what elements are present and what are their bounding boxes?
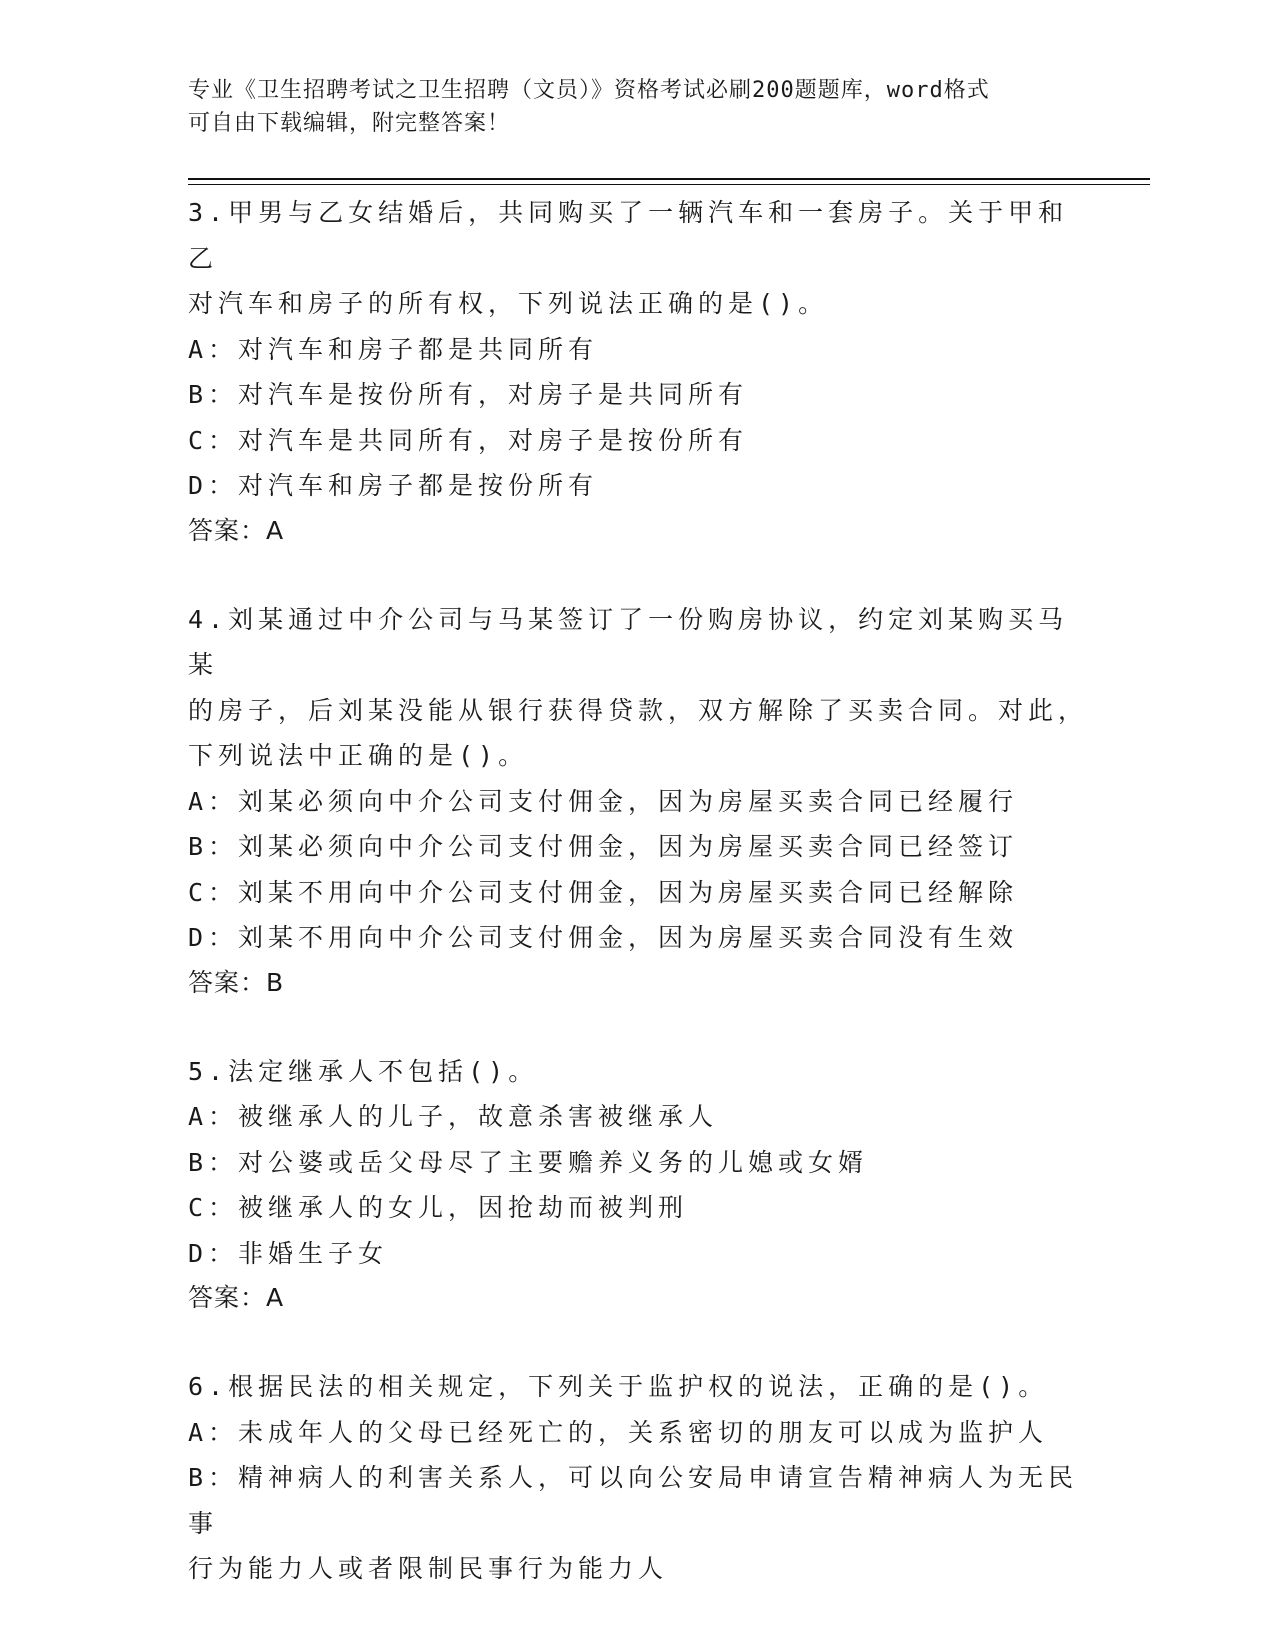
question-block: [188, 1049, 1088, 1321]
answer-text: 答案：B: [188, 967, 285, 997]
question-text: 6.根据民法的相关规定，下列关于监护权的说法，正确的是()。: [188, 1372, 1049, 1401]
option-text: A：未成年人的父母已经死亡的，关系密切的朋友可以成为监护人: [188, 1417, 1049, 1447]
header-line: 专业《卫生招聘考试之卫生招聘（文员）》资格考试必刷200题题库，word格式: [188, 78, 990, 103]
document-header: [188, 74, 1088, 140]
question-text: 对汽车和房子的所有权，下列说法正确的是()。: [188, 289, 829, 318]
option-text: 行为能力人或者限制民事行为能力人: [188, 1554, 669, 1583]
question-text: 5.法定继承人不包括()。: [188, 1056, 539, 1086]
option-text: C：刘某不用向中介公司支付佣金，因为房屋买卖合同已经解除: [188, 877, 1019, 907]
option-text: B：对公婆或岳父母尽了主要赡养义务的儿媳或女婿: [188, 1147, 869, 1177]
header-divider-thin: [188, 184, 1150, 185]
header-divider: [188, 178, 1150, 180]
option-text: C：对汽车是共同所有，对房子是按份所有: [188, 425, 749, 455]
question-block: [188, 597, 1088, 1005]
option-text: A：对汽车和房子都是共同所有: [188, 334, 599, 364]
option-text: A：刘某必须向中介公司支付佣金，因为房屋买卖合同已经履行: [188, 786, 1019, 816]
option-text: B：对汽车是按份所有，对房子是共同所有: [188, 380, 749, 409]
answer-text: 答案：A: [188, 1283, 285, 1312]
question-text: 4.刘某通过中介公司与马某签订了一份购房协议，约定刘某购买马某: [188, 604, 1069, 679]
option-text: D：刘某不用向中介公司支付佣金，因为房屋买卖合同没有生效: [188, 923, 1019, 952]
question-block: [188, 190, 1088, 553]
option-text: D：对汽车和房子都是按份所有: [188, 471, 599, 500]
question-list: [188, 190, 1088, 1636]
question-text: 3.甲男与乙女结婚后，共同购买了一辆汽车和一套房子。关于甲和乙: [188, 198, 1069, 273]
option-text: B：刘某必须向中介公司支付佣金，因为房屋买卖合同已经签订: [188, 832, 1019, 861]
header-line: 可自由下载编辑，附完整答案！: [188, 111, 511, 136]
option-text: C：被继承人的女儿，因抢劫而被判刑: [188, 1193, 689, 1222]
option-text: A：被继承人的儿子，故意杀害被继承人: [188, 1102, 719, 1131]
question-block: [188, 1364, 1088, 1592]
option-text: B：精神病人的利害关系人，可以向公安局申请宣告精神病人为无民事: [188, 1463, 1079, 1538]
question-text: 下列说法中正确的是()。: [188, 741, 529, 770]
option-text: D：非婚生子女: [188, 1238, 389, 1268]
question-text: 的房子，后刘某没能从银行获得贷款，双方解除了买卖合同。对此，: [188, 695, 1089, 725]
answer-text: 答案：A: [188, 515, 285, 545]
